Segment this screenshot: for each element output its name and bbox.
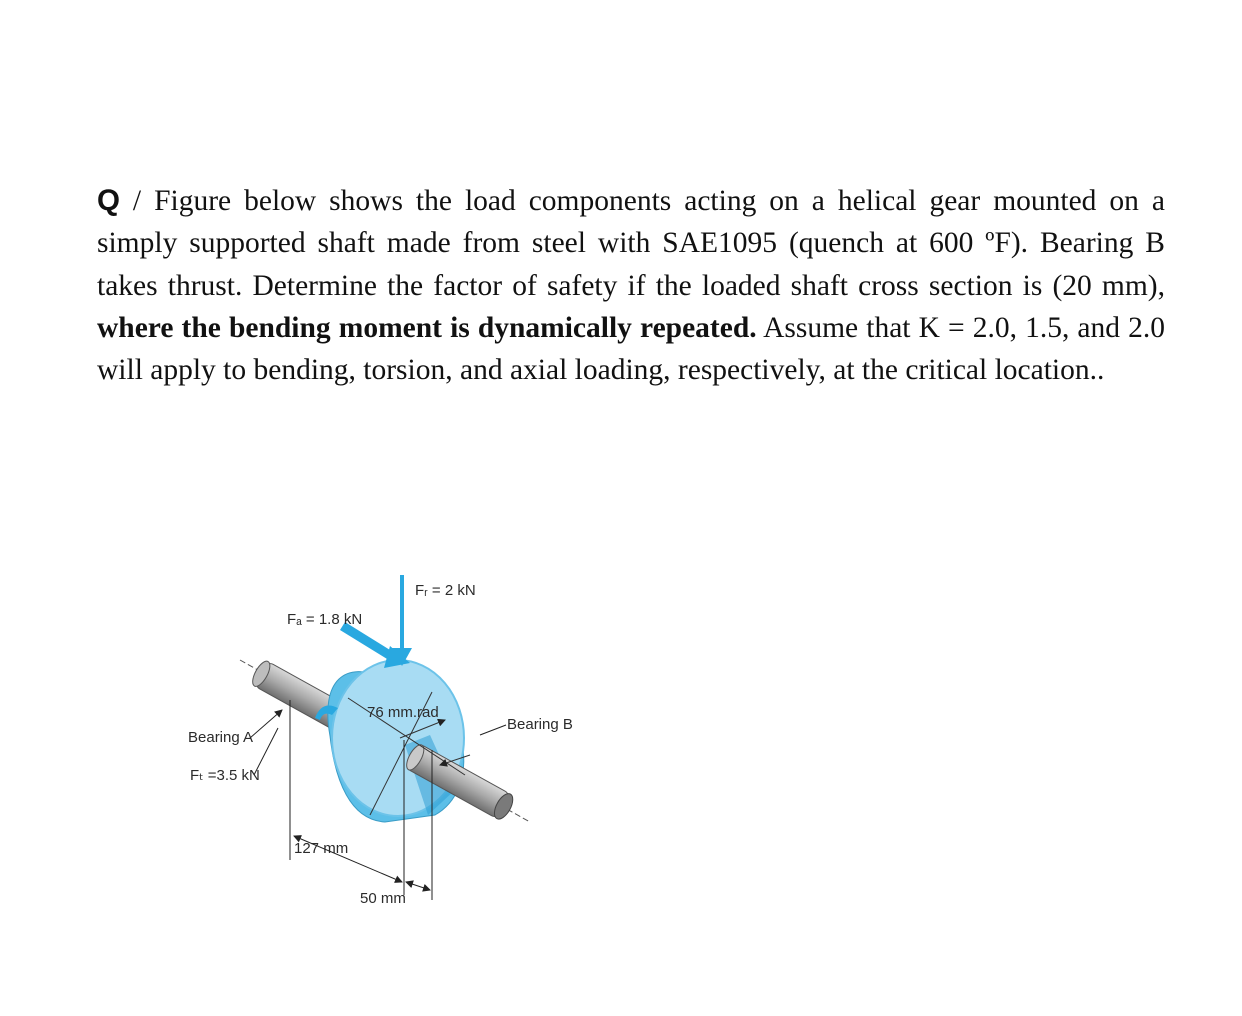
question-body-end: Assume that K = 2.0, 1.5, and 2.0 will apply to bending, torsion, and axial loading, respectively, at the critical location..: [97, 311, 1165, 387]
question-separator: /: [119, 185, 155, 217]
dim-50-label: 50 mm: [360, 890, 406, 907]
question-text: [97, 180, 1165, 391]
gear-radius-label: 76 mm.rad: [367, 704, 439, 721]
helical-gear: [328, 660, 464, 822]
question-label: Q: [97, 184, 120, 217]
question-body-start: Figure below shows the load components acting on a helical gear mounted on a simply supported shaft made from steel with SAE1095 (quench at 600 ºF). Bearing B takes thrust. Determine the factor of safety if the loaded shaft cross section is (20 mm),: [97, 185, 1165, 302]
bearing-b-label: Bearing B: [507, 716, 573, 733]
dim-127-label: 127 mm: [294, 840, 349, 857]
bearing-a-label: Bearing A: [188, 729, 254, 746]
gear-shaft-figure: [170, 560, 610, 920]
radial-force-label: Fᵣ = 2 kN: [415, 582, 476, 599]
axial-force-arrow: [340, 622, 410, 668]
tangential-force-label: Fₜ =3.5 kN: [190, 767, 260, 784]
axial-force-label: Fₐ = 1.8 kN: [287, 611, 363, 628]
question-emphasis: where the bending moment is dynamically repeated.: [97, 311, 757, 344]
